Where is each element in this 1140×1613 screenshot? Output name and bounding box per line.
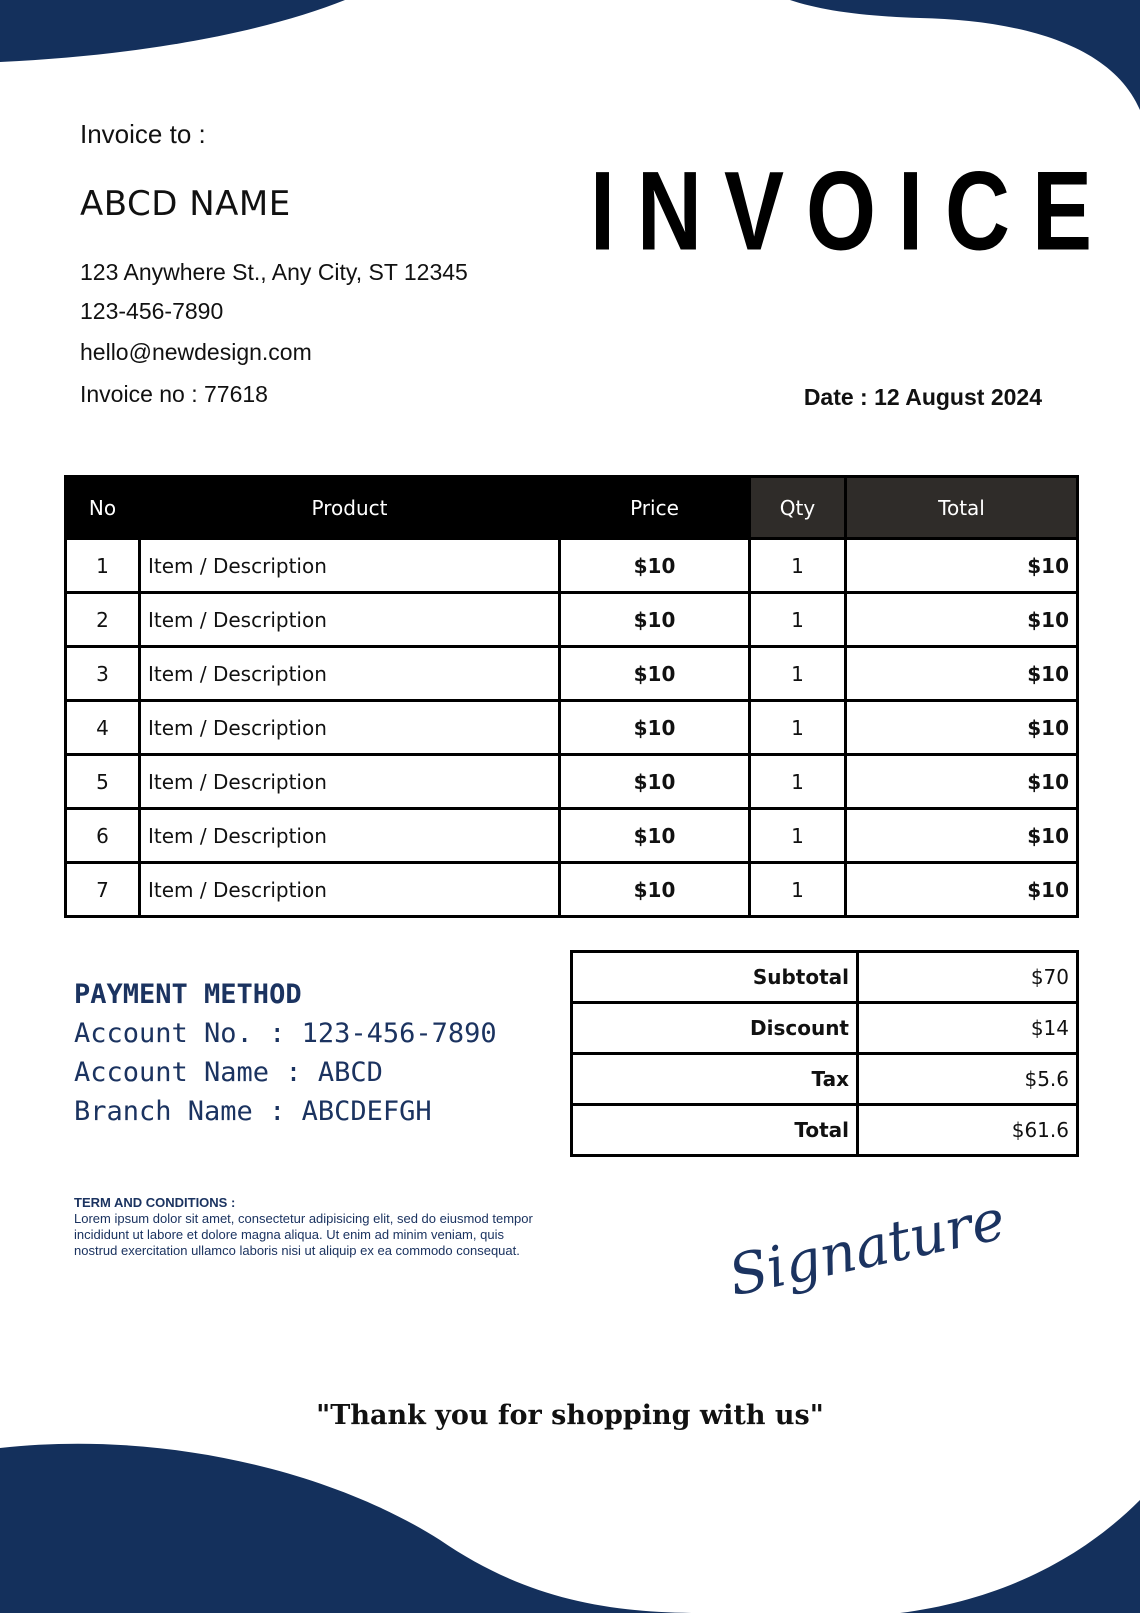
- summary-table: [570, 950, 1079, 1157]
- terms-title: TERM AND CONDITIONS :: [74, 1195, 236, 1210]
- summary-value: $5.6: [858, 1054, 1078, 1105]
- payment-method-title: PAYMENT METHOD: [74, 979, 302, 1010]
- cell-total: $10: [846, 755, 1078, 809]
- cell-qty: 1: [750, 593, 846, 647]
- invoice-title: [590, 149, 1115, 275]
- top-right-wave: [790, 0, 1140, 110]
- summary-label: Tax: [572, 1054, 858, 1105]
- payment-account-no: Account No. : 123-456-7890: [74, 1018, 497, 1049]
- cell-product: Item / Description: [140, 809, 560, 863]
- signature: Signature: [723, 1187, 1011, 1310]
- summary-value: $70: [858, 952, 1078, 1003]
- cell-no: 7: [66, 863, 140, 917]
- cell-product: Item / Description: [140, 593, 560, 647]
- cell-total: $10: [846, 809, 1078, 863]
- summary-row-tax: [572, 1054, 1078, 1105]
- cell-no: 6: [66, 809, 140, 863]
- cell-qty: 1: [750, 809, 846, 863]
- table-row: [66, 647, 1078, 701]
- cell-product: Item / Description: [140, 755, 560, 809]
- table-row: [66, 539, 1078, 593]
- cell-price: $10: [560, 809, 750, 863]
- invoice-date: Date : 12 August 2024: [803, 384, 1042, 410]
- cell-price: $10: [560, 701, 750, 755]
- cell-total: $10: [846, 863, 1078, 917]
- client-phone: 123-456-7890: [80, 298, 224, 324]
- payment-branch-name: Branch Name : ABCDEFGH: [74, 1096, 432, 1127]
- table-header-row: [66, 477, 1078, 539]
- column-header-total: Total: [846, 477, 1078, 539]
- column-header-qty: Qty: [750, 477, 846, 539]
- column-header-price: Price: [560, 477, 750, 539]
- summary-label: Total: [572, 1105, 858, 1156]
- column-header-no: No: [66, 477, 140, 539]
- cell-qty: 1: [750, 863, 846, 917]
- payment-method: [74, 975, 497, 1131]
- table-row: [66, 701, 1078, 755]
- summary-value: $14: [858, 1003, 1078, 1054]
- table-row: [66, 863, 1078, 917]
- table-row: [66, 593, 1078, 647]
- cell-product: Item / Description: [140, 539, 560, 593]
- cell-price: $10: [560, 593, 750, 647]
- terms-line: nostrud exercitation ullamco laboris nisi ut aliquip ex ea commodo consequat.: [74, 1243, 520, 1258]
- summary-label: Discount: [572, 1003, 858, 1054]
- client-email: hello@newdesign.com: [80, 339, 312, 365]
- client-address: 123 Anywhere St., Any City, ST 12345: [80, 259, 468, 285]
- thank-you-message: "Thank you for shopping with us": [316, 1400, 824, 1431]
- cell-total: $10: [846, 593, 1078, 647]
- top-left-wave: [0, 0, 345, 62]
- cell-qty: 1: [750, 701, 846, 755]
- summary-row-discount: [572, 1003, 1078, 1054]
- cell-no: 5: [66, 755, 140, 809]
- summary-row-subtotal: [572, 952, 1078, 1003]
- payment-account-name: Account Name : ABCD: [74, 1057, 383, 1088]
- cell-price: $10: [560, 647, 750, 701]
- client-name: ABCD NAME: [80, 184, 291, 224]
- cell-price: $10: [560, 755, 750, 809]
- table-row: [66, 755, 1078, 809]
- cell-price: $10: [560, 539, 750, 593]
- cell-product: Item / Description: [140, 863, 560, 917]
- cell-no: 4: [66, 701, 140, 755]
- bottom-wave: [0, 1444, 700, 1613]
- cell-qty: 1: [750, 647, 846, 701]
- cell-product: Item / Description: [140, 701, 560, 755]
- cell-total: $10: [846, 647, 1078, 701]
- summary-label: Subtotal: [572, 952, 858, 1003]
- cell-total: $10: [846, 701, 1078, 755]
- terms-and-conditions: [74, 1195, 533, 1259]
- cell-no: 3: [66, 647, 140, 701]
- invoice-to-label: Invoice to :: [80, 119, 206, 149]
- cell-qty: 1: [750, 539, 846, 593]
- invoice-number: Invoice no : 77618: [80, 381, 268, 407]
- cell-no: 2: [66, 593, 140, 647]
- summary-row-total: [572, 1105, 1078, 1156]
- cell-price: $10: [560, 863, 750, 917]
- terms-line: incididunt ut labore et dolore magna aliqua. Ut enim ad minim veniam, quis: [74, 1227, 504, 1242]
- cell-qty: 1: [750, 755, 846, 809]
- column-header-product: Product: [140, 477, 560, 539]
- invoice-title-text: INVOICE: [590, 149, 1115, 275]
- table-row: [66, 809, 1078, 863]
- items-table: [64, 475, 1079, 918]
- cell-total: $10: [846, 539, 1078, 593]
- terms-line: Lorem ipsum dolor sit amet, consectetur adipisicing elit, sed do eiusmod tempor: [74, 1211, 533, 1226]
- summary-value: $61.6: [858, 1105, 1078, 1156]
- bottom-right-wave: [900, 1500, 1140, 1613]
- cell-product: Item / Description: [140, 647, 560, 701]
- cell-no: 1: [66, 539, 140, 593]
